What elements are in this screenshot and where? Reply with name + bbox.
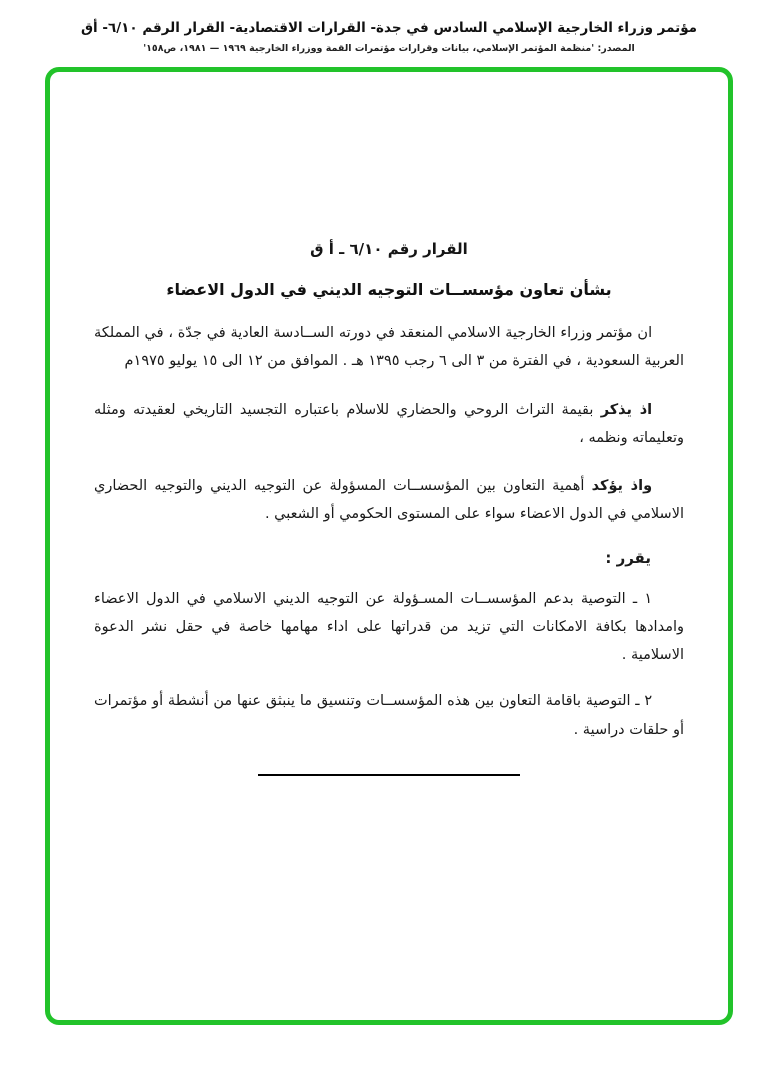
paragraph-text: أهمية التعاون بين المؤسســات المسؤولة عن التوجيه الديني والتوجيه الحضاري الاسلامي في الدول الاعضاء سواء على المستوى الحكومي أو الشعبي .	[94, 478, 684, 523]
paragraph-affirming	[94, 472, 684, 529]
resolution-item-2: ٢ ـ التوصية باقامة التعاون بين هذه المؤسســات وتنسيق ما ينبثق عنها من أنشطة أو مؤتمرات أو حلقات دراسية .	[94, 693, 684, 738]
page-header	[0, 0, 778, 54]
paragraph-text: ان مؤتمر وزراء الخارجية الاسلامي المنعقد في دورته الســادسة العادية في جدّة ، في المملكة العربية السعودية ، في الفترة من ٣ الى ٦ رجب ١٣٩٥ هـ . الموافق من ١٢ الى ١٥ يوليو ١٩٧٥م	[94, 325, 684, 370]
header-title: مؤتمر وزراء الخارجية الإسلامي السادس في جدة- القرارات الاقتصادية- القرار الرقم ٦/١٠- أق	[80, 20, 698, 36]
paragraph-lead: واذ يؤكد	[591, 478, 653, 495]
paragraph-text: بقيمة التراث الروحي والحضاري للاسلام باعتباره التجسيد التاريخي لعقيدته ومثله وتعليماته ونظمه ،	[94, 401, 684, 446]
decision-label: يقرر :	[605, 548, 651, 567]
header-source: المصدر: 'منظمة المؤتمر الإسلامي، بيانات وقرارات مؤتمرات القمة ووزراء الخارجية ١٩٦٩ — ١٩٨١، ص١٥٨'	[143, 43, 635, 54]
decision-title: القرار رقم ٦/١٠ ـ أ ق	[310, 240, 468, 258]
document-page	[50, 240, 728, 776]
paragraph-recalling	[94, 396, 684, 453]
decision-subject: بشأن تعاون مؤسســات التوجيه الديني في الدول الاعضاء	[166, 280, 612, 299]
section-divider	[258, 774, 520, 776]
paragraph-lead: اذ يذكر	[600, 401, 653, 418]
document-frame	[45, 67, 733, 1025]
resolution-item-1: ١ ـ التوصية بدعم المؤسســات المسـؤولة عن التوجيه الديني الاسلامي في الدول الاعضاء وامدادها بكافة الامكانات التي تزيد من قدراتها على اداء مهامها خاصة في حقل نشر الدعوة الاسلامية .	[94, 590, 684, 664]
paragraph-preamble	[94, 319, 684, 376]
